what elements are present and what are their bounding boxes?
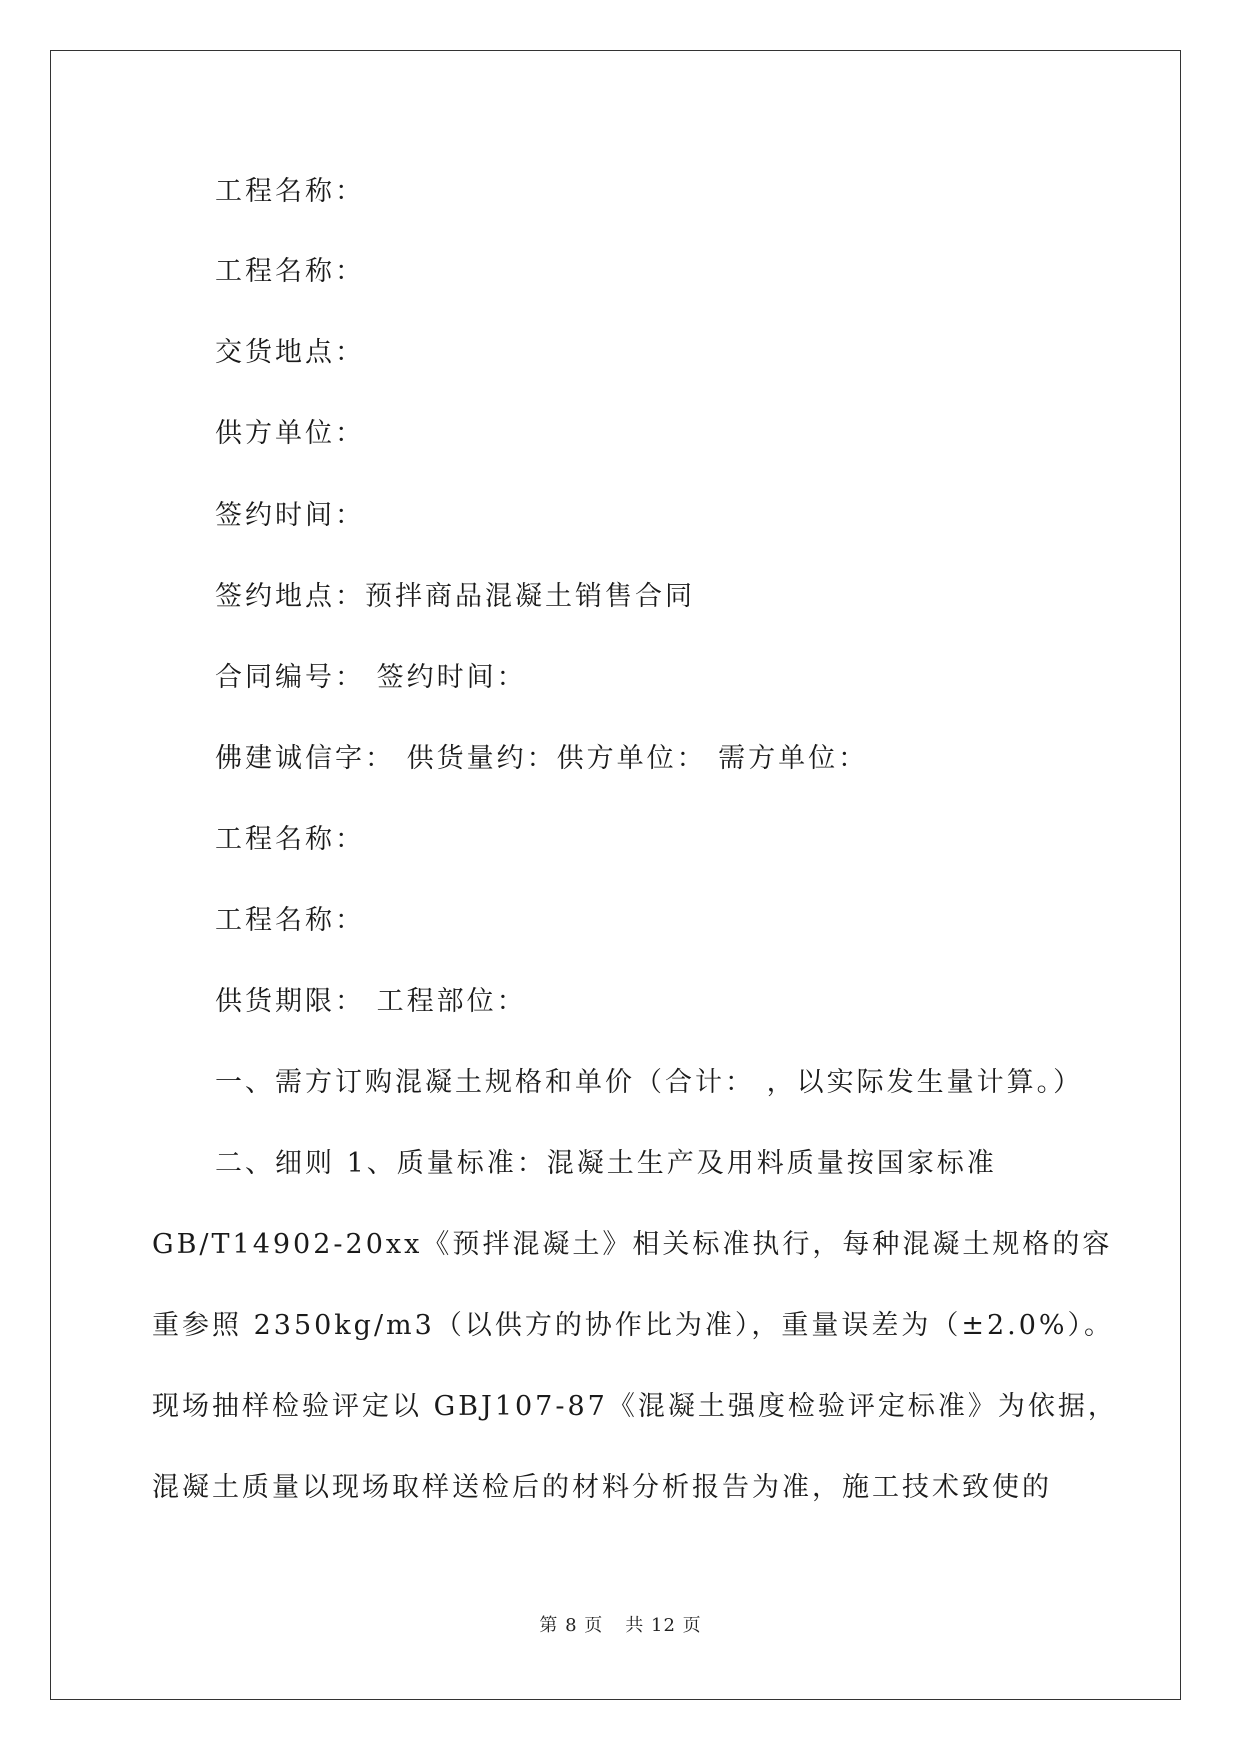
field-contract-number: 合同编号： 签约时间：: [215, 662, 527, 693]
field-project-name-3: 工程名称：: [215, 824, 365, 855]
field-project-name-1: 工程名称：: [215, 176, 365, 207]
clause-two-line-1: 二、细则 1、质量标准：混凝土生产及用料质量按国家标准: [215, 1148, 997, 1179]
page-footer: [0, 1614, 1241, 1638]
clause-two-line-2: GB/T14902-20xx《预拌混凝土》相关标准执行，每种混凝土规格的容: [152, 1229, 1113, 1260]
clause-two-line-5: 混凝土质量以现场取样送检后的材料分析报告为准，施工技术致使的: [152, 1472, 1052, 1503]
page-total: 共 12 页: [625, 1615, 702, 1636]
clause-two-line-3: 重参照 2350kg/m3（以供方的协作比为准），重量误差为（±2.0%）。: [152, 1310, 1115, 1341]
field-project-name-2: 工程名称：: [215, 256, 365, 287]
clause-two-line-4: 现场抽样检验评定以 GBJ107-87《混凝土强度检验评定标准》为依据，: [152, 1391, 1118, 1422]
field-reference-supply: 佛建诚信字： 供货量约：供方单位： 需方单位：: [215, 743, 869, 774]
field-delivery-location: 交货地点：: [215, 337, 365, 368]
field-signing-location: 签约地点：预拌商品混凝土销售合同: [215, 581, 695, 612]
clause-one: 一、需方订购混凝土规格和单价（合计： ，以实际发生量计算。）: [215, 1067, 1084, 1098]
page-border: [50, 50, 1181, 1700]
field-supplier-unit: 供方单位：: [215, 418, 365, 449]
field-signing-time: 签约时间：: [215, 500, 365, 531]
page-number: 第 8 页: [539, 1615, 604, 1636]
field-supply-period: 供货期限： 工程部位：: [215, 986, 527, 1017]
field-project-name-4: 工程名称：: [215, 905, 365, 936]
